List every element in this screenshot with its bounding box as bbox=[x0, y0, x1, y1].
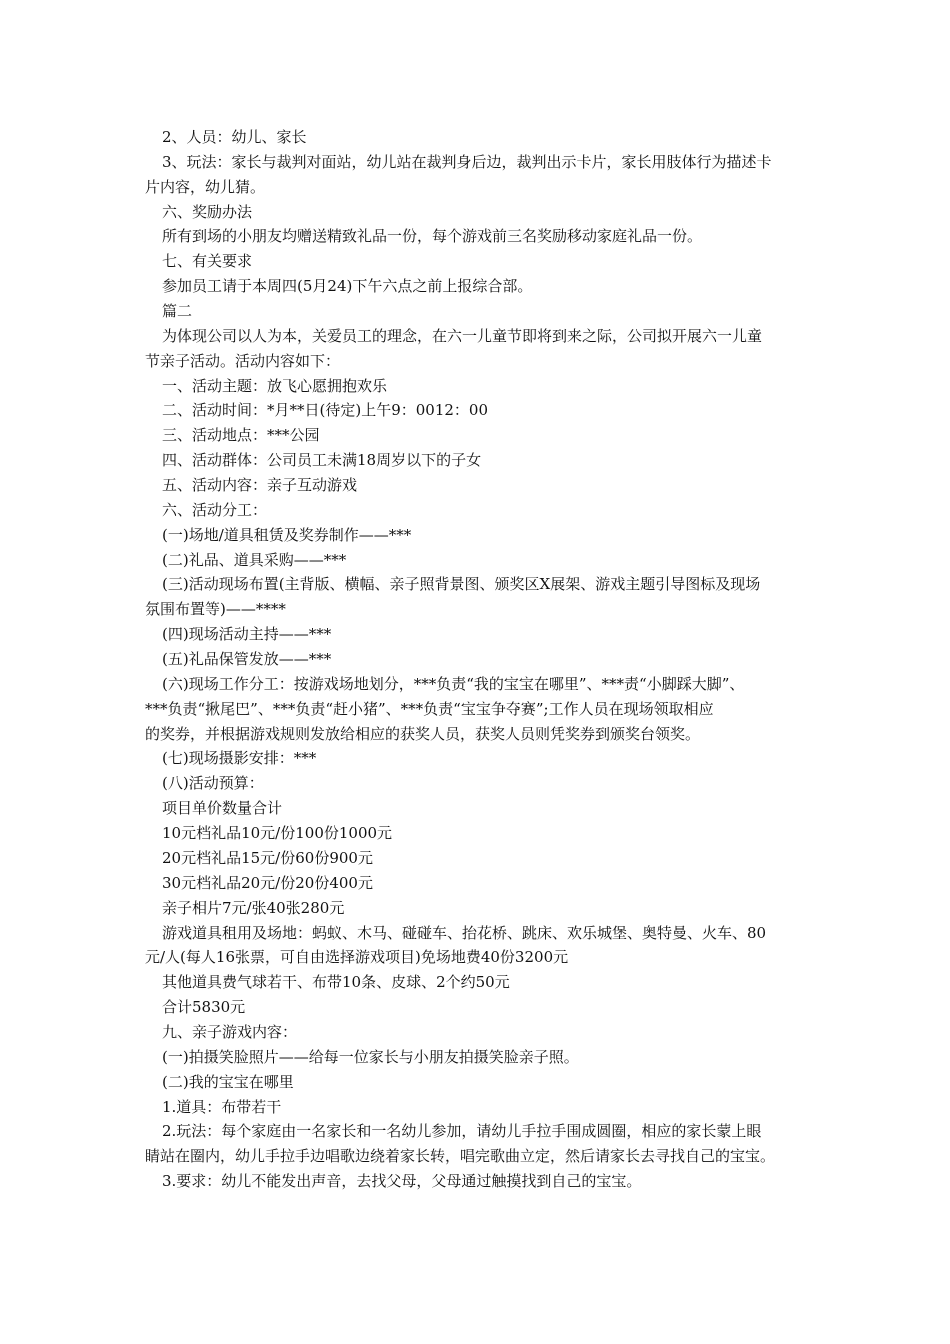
text-line: 五、活动内容：亲子互动游戏 bbox=[162, 476, 358, 495]
text-line: (三)活动现场布置(主背版、横幅、亲子照背景图、颁奖区X展架、游戏主题引导图标及现场 bbox=[162, 575, 761, 594]
text-line: 九、亲子游戏内容： bbox=[162, 1022, 298, 1041]
text-line: 元/人(每人16张票，可自由选择游戏项目)免场地费40份3200元 bbox=[145, 948, 569, 967]
text-line: 三、活动地点：***公园 bbox=[162, 426, 320, 445]
text-line: 项目单价数量合计 bbox=[162, 799, 283, 818]
text-line: 参加员工请于本周四(5月24)下午六点之前上报综合部。 bbox=[162, 277, 533, 296]
text-line: 篇二 bbox=[162, 302, 193, 321]
text-line: 所有到场的小朋友均赠送精致礼品一份，每个游戏前三名奖励移动家庭礼品一份。 bbox=[162, 227, 703, 246]
text-line: 1.道具：布带若干 bbox=[162, 1097, 282, 1116]
text-line: 10元档礼品10元/份100份1000元 bbox=[162, 824, 393, 843]
text-line: (一)拍摄笑脸照片——给每一位家长与小朋友拍摄笑脸亲子照。 bbox=[162, 1047, 579, 1066]
text-line: 3.要求：幼儿不能发出声音，去找父母，父母通过触摸找到自己的宝宝。 bbox=[162, 1172, 642, 1191]
text-line: 一、活动主题：放飞心愿拥抱欢乐 bbox=[162, 376, 388, 395]
text-line: 节亲子活动。活动内容如下： bbox=[145, 351, 341, 370]
text-line: 氛围布置等)——**** bbox=[145, 600, 286, 619]
text-line: 的奖券，并根据游戏规则发放给相应的获奖人员，获奖人员则凭奖券到颁奖台领奖。 bbox=[145, 724, 701, 743]
text-line: (八)活动预算： bbox=[162, 774, 264, 793]
text-line: 六、活动分工： bbox=[162, 500, 268, 519]
text-line: (二)礼品、道具采购——*** bbox=[162, 550, 347, 569]
text-line: 游戏道具租用及场地：蚂蚁、木马、碰碰车、抬花桥、跳床、欢乐城堡、奥特曼、火车、80 bbox=[162, 923, 767, 942]
text-line: (七)现场摄影安排：*** bbox=[162, 749, 317, 768]
text-line: 六、奖励办法 bbox=[162, 202, 253, 221]
text-line: 二、活动时间：*月**日(待定)上午9：0012：00 bbox=[162, 401, 489, 420]
text-line: 睛站在圈内，幼儿手拉手边唱歌边绕着家长转，唱完歌曲立定，然后请家长去寻找自己的宝宝。 bbox=[145, 1147, 776, 1166]
text-line: 亲子相片7元/张40张280元 bbox=[162, 898, 345, 917]
text-line: 为体现公司以人为本，关爱员工的理念，在六一儿童节即将到来之际，公司拟开展六一儿童 bbox=[162, 326, 763, 345]
text-line: 20元档礼品15元/份60份900元 bbox=[162, 848, 373, 867]
text-line: 七、有关要求 bbox=[162, 252, 253, 271]
text-line: 30元档礼品20元/份20份400元 bbox=[162, 873, 373, 892]
text-line: (一)场地/道具租赁及奖券制作——*** bbox=[162, 525, 412, 544]
text-line: (五)礼品保管发放——*** bbox=[162, 650, 332, 669]
text-line: 其他道具费气球若干、布带10条、皮球、2个约50元 bbox=[162, 973, 510, 992]
text-line: 3、玩法：家长与裁判对面站，幼儿站在裁判身后边，裁判出示卡片，家长用肢体行为描述卡 bbox=[162, 152, 772, 171]
text-line: 四、活动群体：公司员工未满18周岁以下的子女 bbox=[162, 451, 482, 470]
text-line: 2、人员：幼儿、家长 bbox=[162, 128, 307, 146]
text-line: 片内容，幼儿猜。 bbox=[145, 177, 266, 196]
text-line: (六)现场工作分工：按游戏场地划分，***负责“我的宝宝在哪里”、***责“小脚踩大脚”、 bbox=[162, 674, 745, 693]
text-line: (四)现场活动主持——*** bbox=[162, 625, 332, 644]
text-line: (二)我的宝宝在哪里 bbox=[162, 1072, 294, 1091]
text-line: 2.玩法：每个家庭由一名家长和一名幼儿参加，请幼儿手拉手围成圆圈，相应的家长蒙上眼 bbox=[162, 1122, 762, 1141]
text-line: 合计5830元 bbox=[162, 998, 246, 1017]
document-body bbox=[145, 125, 810, 1194]
text-line: ***负责“揪尾巴”、***负责“赶小猪”、***负责“宝宝争夺赛”;工作人员在现场领取相应 bbox=[145, 699, 714, 718]
